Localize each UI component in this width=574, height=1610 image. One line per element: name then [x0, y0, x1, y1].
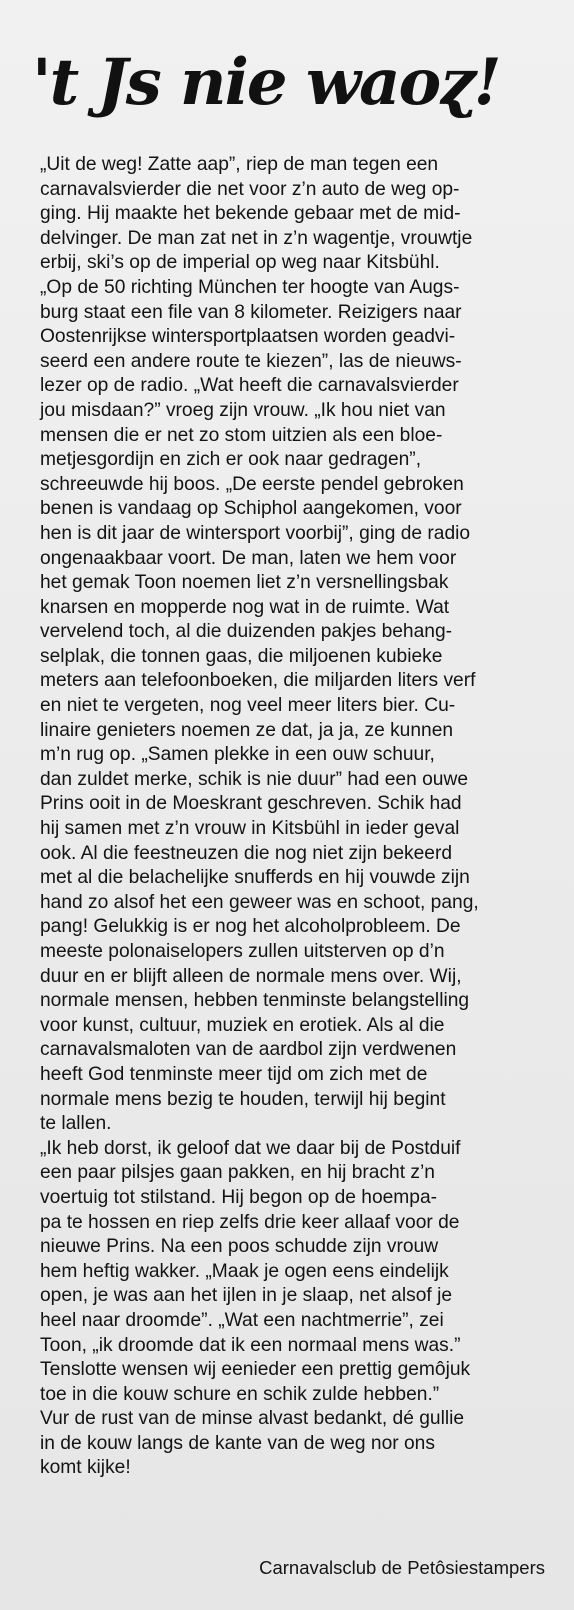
body-line: pang! Gelukkig is er nog het alcoholprobleem. De — [40, 915, 461, 938]
body-line: knarsen en mopperde nog wat in de ruimte. Wat — [40, 595, 450, 618]
body-line: heeft God tenminste meer tijd om zich met de — [40, 1062, 428, 1085]
body-line: een paar pilsjes gaan pakken, en hij bracht z’n — [40, 1161, 435, 1184]
body-line: selplak, die tonnen gaas, die miljoenen kubieke — [40, 644, 443, 667]
signature: Carnavalsclub de Petôsiestampers — [259, 1557, 545, 1578]
body-line: meters aan telefoonboeken, die miljarden liters verf — [40, 669, 476, 692]
body-line: normale mensen, hebben tenminste belangstelling — [40, 989, 470, 1012]
body-line: ging. Hij maakte het bekende gebaar met de mid- — [40, 202, 461, 225]
body-line: „Op de 50 richting München ter hoogte van Augs- — [40, 275, 460, 298]
body-line: duur en er blijft alleen de normale mens over. Wij, — [40, 964, 462, 987]
body-line: dan zuldet merke, schik is nie duur” had een ouwe — [40, 767, 468, 790]
body-line: en niet te vergeten, nog veel meer liters bier. Cu- — [40, 694, 456, 717]
body-line: komt kijke! — [40, 1456, 131, 1479]
body-line: linaire genieters noemen ze dat, ja ja, ze kunnen — [40, 718, 454, 741]
body-line: carnavalsvierder die net voor z’n auto de weg op- — [40, 177, 460, 200]
body-line: m’n rug op. „Samen plekke in een ouw schuur, — [40, 743, 435, 766]
body-line: Vur de rust van de minse alvast bedankt, dé gullie — [40, 1407, 465, 1430]
body-line: ook. Al die feestneuzen die nog niet zijn bekeerd — [40, 841, 453, 864]
body-line: ongenaakbaar voort. De man, laten we hem voor — [40, 546, 457, 569]
body-line: voor kunst, cultuur, muziek en erotiek. Als al die — [40, 1013, 445, 1036]
body-line: Oostenrijkse wintersportplaatsen worden geadvi- — [40, 325, 456, 348]
body-line: heel naar droomde”. „Wat een nachtmerrie”, zei — [40, 1308, 444, 1331]
body-line: toe in die kouw schure en schik zulde hebben.” — [40, 1382, 440, 1405]
body-line: lezer op de radio. „Wat heeft die carnavalsvierder — [40, 374, 459, 397]
body-line: Toon, „ik droomde dat ik een normaal mens was.” — [40, 1333, 461, 1356]
body-line: hand zo alsof het een geweer was en schoot, pang, — [40, 890, 479, 913]
body-line: met al die belachelijke snufferds en hij vouwde zijn — [40, 866, 470, 889]
body-line: pa te hossen en riep zelfs drie keer allaaf voor de — [40, 1210, 460, 1233]
body-line: meeste polonaiselopers zullen uitsterven op d’n — [40, 940, 445, 962]
title-lettering — [28, 18, 548, 138]
body-line: jou misdaan?” vroeg zijn vrouw. „Ik hou niet van — [40, 398, 446, 421]
title-text: 't Js nie waoɀ! — [32, 45, 500, 120]
body-line: mensen die er net zo stom uitzien als een bloe- — [40, 423, 443, 446]
body-line: nieuwe Prins. Na een poos schudde zijn vrouw — [40, 1235, 439, 1258]
body-line: hij samen met z’n vrouw in Kitsbühl in ieder geval — [40, 817, 460, 840]
body-line: delvinger. De man zat net in z’n wagentje, vrouwtje — [40, 226, 473, 249]
body-line: „Uit de weg! Zatte aap”, riep de man tegen een — [40, 153, 439, 175]
body-line: carnavalsmaloten van de aardbol zijn verdwenen — [40, 1038, 457, 1061]
body-line: Prins ooit in de Moeskrant geschreven. Schik had — [40, 792, 462, 815]
body-line: „Ik heb dorst, ik geloof dat we daar bij de Postduif — [40, 1136, 461, 1159]
body-line: burg staat een file van 8 kilometer. Reizigers naar — [40, 300, 462, 323]
body-line: het gemak Toon noemen liet z’n versnellingsbak — [40, 571, 449, 594]
body-line: open, je was aan het ijlen in je slaap, net alsof je — [40, 1284, 453, 1307]
body-line: hen is dit jaar de wintersport voorbij”, ging de radio — [40, 521, 471, 544]
body-line: benen is vandaag op Schiphol aangekomen, voor — [40, 497, 462, 520]
body-line: in de kouw langs de kante van de weg nor ons — [40, 1431, 435, 1454]
body-line: seerd een andere route te kiezen”, las de nieuws- — [40, 349, 462, 372]
body-line: Tenslotte wensen wij eenieder een prettig gemôjuk — [40, 1358, 471, 1381]
body-line: schreeuwde hij boos. „De eerste pendel gebroken — [40, 472, 464, 495]
body-line: hem heftig wakker. „Maak je ogen eens eindelijk — [40, 1259, 449, 1282]
body-line: te lallen. — [40, 1112, 112, 1135]
body-line: normale mens bezig te houden, terwijl hij begint — [40, 1087, 446, 1110]
body-line: voertuig tot stilstand. Hij begon op de hoempa- — [40, 1185, 438, 1208]
handwritten-title — [28, 18, 548, 138]
body-line: metjesgordijn en zich er ook naar gedragen”, — [40, 448, 422, 471]
body-line: erbij, ski’s op de imperial op weg naar Kitsbühl. — [40, 251, 440, 274]
article-body — [40, 152, 550, 1480]
body-line: vervelend toch, al die duizenden pakjes behang- — [40, 620, 453, 643]
